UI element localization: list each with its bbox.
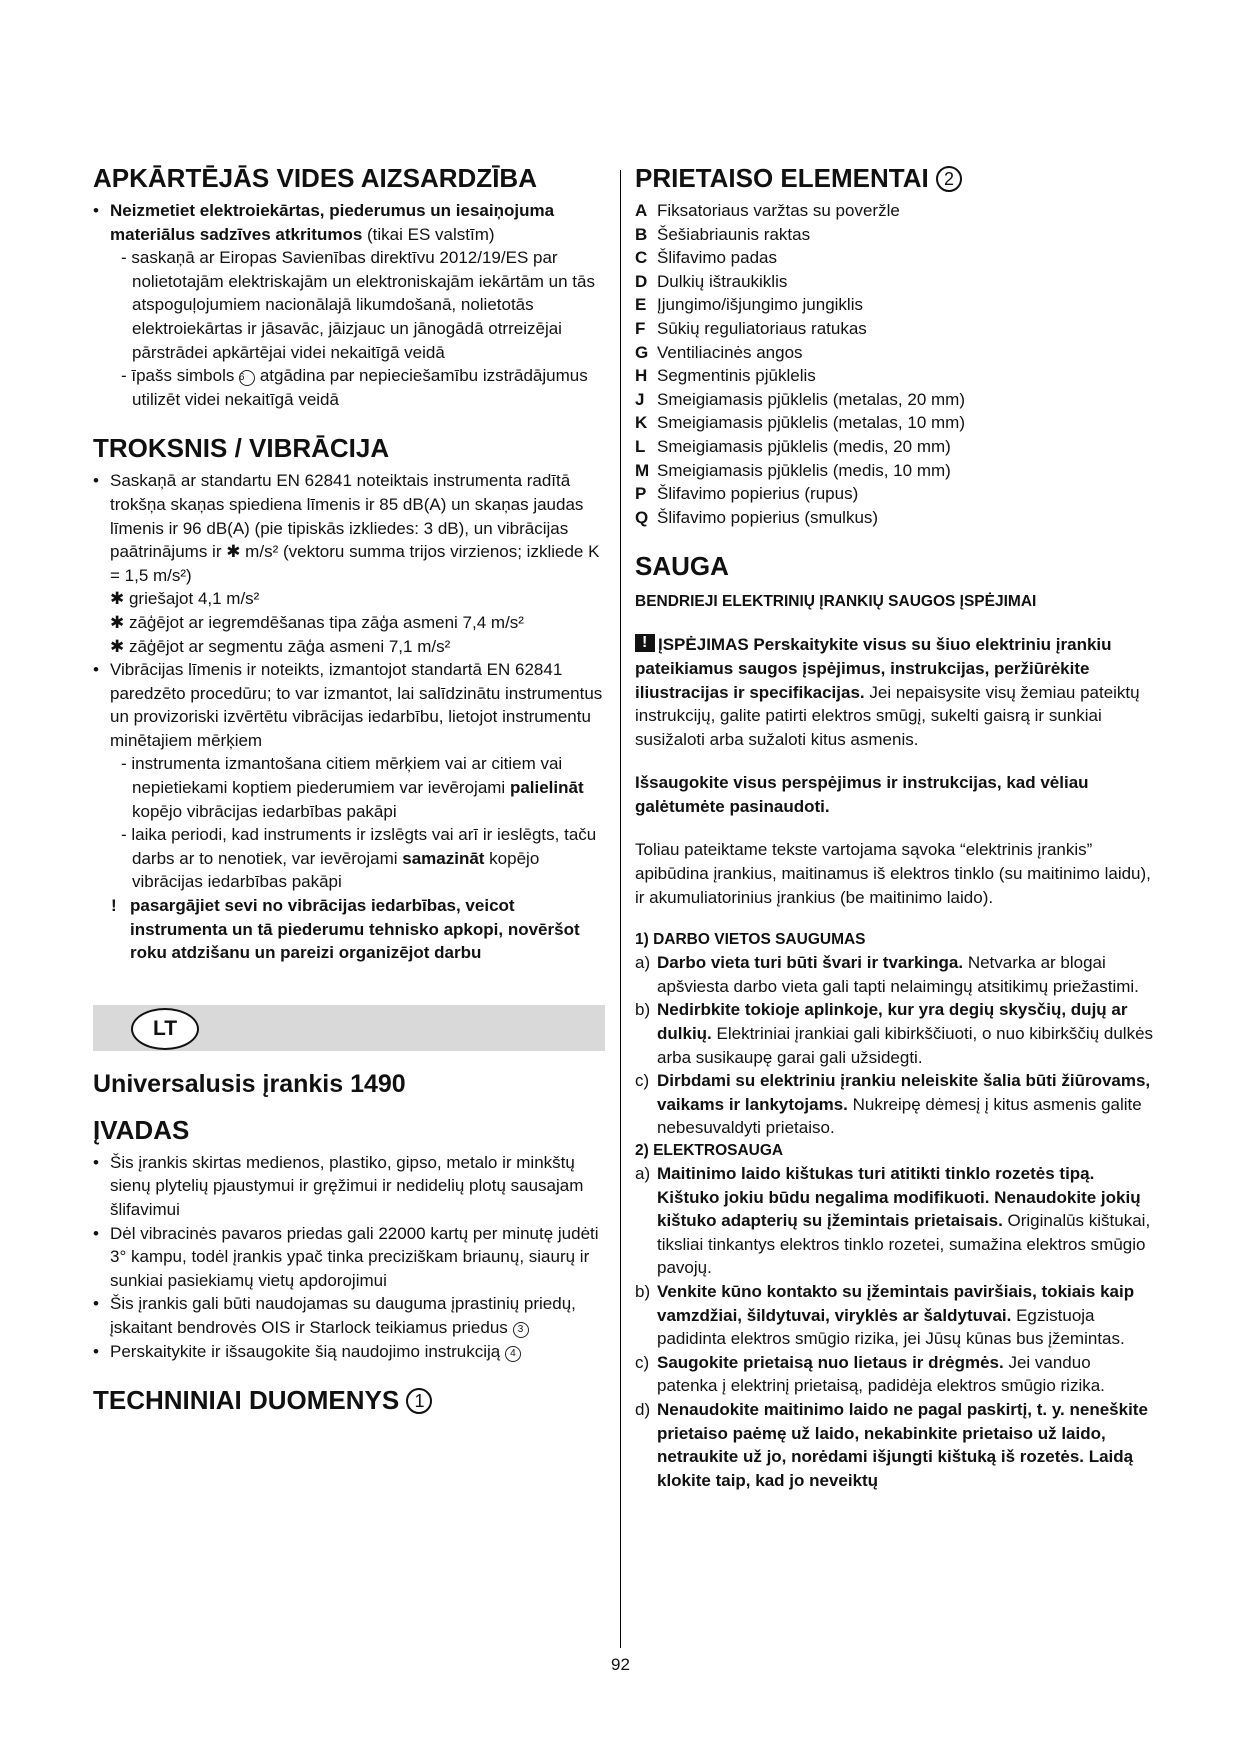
circled-number: 6 bbox=[239, 370, 255, 386]
intro-bullet-3: • Šis įrankis gali būti naudojamas su dauguma įprastinių priedų, įskaitant bendrovės OIS ir Starlock teikiamus priedus 3 bbox=[93, 1292, 605, 1339]
part-item bbox=[635, 246, 1155, 270]
part-label: Segmentinis pjūklelis bbox=[657, 366, 816, 386]
part-label: Smeigiamasis pjūklelis (metalas, 20 mm) bbox=[657, 389, 965, 409]
environment-section bbox=[93, 163, 605, 411]
part-label: Ventiliacinės angos bbox=[657, 342, 803, 362]
part-item bbox=[635, 223, 1155, 247]
safety-heading: SAUGA bbox=[635, 551, 729, 582]
part-key: J bbox=[635, 389, 645, 409]
product-title: Universalusis įrankis 1490 bbox=[93, 1069, 406, 1098]
vibration-value-2: ✱ zāģējot ar iegremdēšanas tipa zāģa asmeni 7,4 m/s² bbox=[110, 612, 524, 632]
work-area-heading: 1) DARBO VIETOS SAUGUMAS bbox=[635, 931, 866, 949]
language-bar bbox=[93, 1005, 605, 1051]
intro-section bbox=[93, 1115, 605, 1363]
vibration-value-1: ✱ griešajot 4,1 m/s² bbox=[110, 589, 260, 609]
noise-heading: TROKSNIS / VIBRĀCIJA bbox=[93, 433, 390, 464]
part-label: Smeigiamasis pjūklelis (medis, 20 mm) bbox=[657, 436, 951, 456]
environment-dash-2: - īpašs simbols 6 atgādina par nepieciešamību izstrādājumus utilizēt videi nekaitīgā veidā bbox=[121, 366, 588, 409]
safety-keep-instructions: Išsaugokite visus perspėjimus ir instrukcijas, kad vėliau galėtumėte pasinaudoti. bbox=[635, 773, 1089, 816]
part-key: F bbox=[635, 318, 646, 338]
part-item bbox=[635, 317, 1155, 341]
part-key: E bbox=[635, 295, 647, 315]
safety-term-definition: Toliau pateiktame tekste vartojama sąvoka “elektrinis įrankis” apibūdina įrankius, maitinamus iš elektros tinklo (su maitinimo laidu), ir akumuliatorinius įrankius (be maitinimo laido). bbox=[635, 840, 1151, 907]
safety-subheading: BENDRIEJI ELEKTRINIŲ ĮRANKIŲ SAUGOS ĮSPĖJIMAI bbox=[635, 593, 1037, 611]
part-label: Šlifavimo padas bbox=[657, 248, 778, 268]
part-item bbox=[635, 506, 1155, 530]
circled-number: 2 bbox=[936, 166, 962, 192]
left-column bbox=[93, 163, 605, 1421]
part-key: D bbox=[635, 271, 648, 291]
circled-number: 4 bbox=[505, 1346, 521, 1362]
noise-bullet-1: • Saskaņā ar standartu EN 62841 noteiktais instrumenta radītā trokšņa skaņas spiediena līmenis ir 85 dB(A) un skaņas jaudas līmenis ir 96 dB(A) (pie tipiskās izkliedes: 3 dB), un vibrācijas paātrinājums ir ✱ m/s² (vektoru summa trijos virzienos; izkliede K = 1,5 m/s²) ✱ griešajot 4,1 m/s² ✱ zāģējot ar iegremdēšanas tipa zāģa asmeni 7,4 m/s² ✱ zāģējot ar segmentu zāģa asmeni 7,1 m/s² bbox=[93, 469, 605, 658]
exclamation-icon: ! bbox=[111, 896, 117, 916]
noise-dash-1: - instrumenta izmantošana citiem mērķiem vai ar citiem vai nepietiekami koptiem piederumiem var ievērojami palielināt kopējo vibrācijas iedarbības pakāpi bbox=[121, 754, 584, 821]
part-item bbox=[635, 364, 1155, 388]
part-label: Smeigiamasis pjūklelis (medis, 10 mm) bbox=[657, 460, 951, 480]
part-item bbox=[635, 293, 1155, 317]
warning-triangle-icon bbox=[635, 634, 655, 652]
part-item bbox=[635, 459, 1155, 483]
tech-data-heading: TECHNINIAI DUOMENYS 1 bbox=[93, 1385, 605, 1415]
part-item bbox=[635, 435, 1155, 459]
vibration-value-3: ✱ zāģējot ar segmentu zāģa asmeni 7,1 m/s² bbox=[110, 636, 451, 656]
intro-bullet-1: • Šis įrankis skirtas medienos, plastiko, gipso, metalo ir minkštų sienų plytelių pjaustymui ir gręžimui ir nedidelių plotų sausajam šlifavimui bbox=[93, 1151, 605, 1222]
part-key: L bbox=[635, 436, 646, 456]
part-key: H bbox=[635, 366, 648, 386]
part-key: G bbox=[635, 342, 649, 362]
language-badge: LT bbox=[131, 1008, 199, 1050]
noise-bullet-2: • Vibrācijas līmenis ir noteikts, izmantojot standartā EN 62841 paredzēto procedūru; to var izmantot, lai salīdzinātu instrumentus un provizoriski izvērtētu vibrācijas iedarbību, lietojot instrumentu minētajiem mērķiem bbox=[93, 658, 605, 752]
noise-warning: ! pasargājiet sevi no vibrācijas iedarbības, veicot instrumenta un tā piederumu tehnisko apkopi, novēršot roku atdzišanu un pareizi organizējot darbu bbox=[111, 896, 580, 963]
work-area-item-b: b) Nedirbkite tokioje aplinkoje, kur yra degių skysčių, dujų ar dulkių. Elektriniai įrankiai gali kibirkščiuoti, o nuo kibirkščių dulkės arba susikaupę garai gali užsidegti. bbox=[635, 1000, 1154, 1067]
part-key: Q bbox=[635, 507, 649, 527]
electrical-heading: 2) ELEKTROSAUGA bbox=[635, 1142, 784, 1159]
part-label: Šlifavimo popierius (smulkus) bbox=[657, 507, 879, 527]
intro-heading: ĮVADAS bbox=[93, 1114, 190, 1145]
noise-dash-2: - laika periodi, kad instruments ir izslēgts vai arī ir ieslēgts, taču darbs ar to nenotiek, var ievērojami samazināt kopējo vibrācijas iedarbības pakāpi bbox=[121, 825, 597, 892]
part-key: A bbox=[635, 201, 648, 220]
circled-number: 3 bbox=[513, 1322, 529, 1338]
part-item bbox=[635, 341, 1155, 365]
part-label: Dulkių ištraukiklis bbox=[657, 271, 788, 291]
part-label: Fiksatoriaus varžtas su poveržle bbox=[657, 201, 900, 220]
parts-heading: PRIETAISO ELEMENTAI 2 bbox=[635, 163, 1155, 193]
environment-dash-1: - saskaņā ar Eiropas Savienības direktīvu 2012/19/ES par nolietotajām elektriskajām un elektroniskajām iekārtām un tās atspoguļojumiem nacionālajā likumdošanā, nolietotās elektroiekārtas ir jāsavāc, jāizjauc un jānogādā otrreizējai pārstrādei apkārtējai videi nekaitīgā veidā bbox=[121, 248, 595, 362]
page-number: 92 bbox=[611, 1655, 630, 1674]
environment-heading: APKĀRTĒJĀS VIDES AIZSARDZĪBA bbox=[93, 163, 537, 193]
circled-number: 1 bbox=[406, 1388, 432, 1414]
parts-section bbox=[635, 163, 1155, 529]
right-column bbox=[635, 163, 1155, 1492]
work-area-item-a: a) Darbo vieta turi būti švari ir tvarkinga. Netvarka ar blogai apšviesta darbo vieta gali tapti nelaimingų atsitikimų priežastimi. bbox=[635, 953, 1139, 996]
part-label: Smeigiamasis pjūklelis (metalas, 10 mm) bbox=[657, 413, 965, 433]
part-item bbox=[635, 482, 1155, 506]
column-divider bbox=[620, 170, 621, 1648]
part-item bbox=[635, 270, 1155, 294]
work-area-item-c: c) Dirbdami su elektriniu įrankiu neleiskite šalia būti žiūrovams, vaikams ir lankytojams. Nukreipę dėmesį į kitus asmenis galite nebesuvaldyti prietaiso. bbox=[635, 1071, 1151, 1138]
part-key: M bbox=[635, 460, 650, 480]
intro-bullet-2: • Dėl vibracinės pavaros priedas gali 22000 kartų per minutę judėti 3° kampu, todėl įrankis ypač tinka preciziškam briaunų, siaurų ir sunkiai pasiekiamų vietų apdorojimui bbox=[93, 1222, 605, 1293]
electrical-item-c: c) Saugokite prietaisą nuo lietaus ir drėgmės. Jei vanduo patenka į elektrinį prietaisą, padidėja elektros smūgio rizika. bbox=[635, 1352, 1105, 1396]
environment-bullet: • Neizmetiet elektroiekārtas, piederumus un iesaiņojuma materiālus sadzīves atkritumos (tikai ES valstīm) bbox=[93, 199, 605, 246]
parts-list bbox=[635, 199, 1155, 529]
electrical-item-a: a) Maitinimo laido kištukas turi atitikti tinklo rozetės tipą. Kištuko jokiu būdu negalima modifikuoti. Nenaudokite jokių kištuko adapterių su įžemintais prietaisais. Originalūs kištukai, tiksliai tinkantys elektros tinklo rozetei, sumažina elektros smūgio pavojų. bbox=[635, 1164, 1151, 1278]
safety-warning: !ĮSPĖJIMAS Perskaitykite visus su šiuo elektriniu įrankiu pateikiamus saugos įspėjimus, instrukcijas, peržiūrėkite iliustracijas ir specifikacijas. Jei nepaisysite visų žemiau pateiktų instrukcijų, galite patirti elektros smūgį, sukelti gaisrą ir sunkiai susižaloti arba sužaloti kitus asmenis. bbox=[635, 633, 1155, 751]
part-item bbox=[635, 388, 1155, 412]
part-item bbox=[635, 411, 1155, 435]
part-key: B bbox=[635, 224, 648, 244]
electrical-item-d: d) Nenaudokite maitinimo laido ne pagal paskirtį, t. y. neneškite prietaiso paėmę už laido, nekabinkite prietaiso už laido, netraukite už jo, norėdami išjungti kištuką iš rozetės. Laidą klokite taip, kad jo neveiktų bbox=[635, 1399, 1148, 1490]
safety-section bbox=[635, 551, 1155, 1492]
part-key: C bbox=[635, 248, 648, 268]
part-key: P bbox=[635, 484, 647, 504]
part-label: Sūkių reguliatoriaus ratukas bbox=[657, 318, 867, 338]
part-label: Šešiabriaunis raktas bbox=[657, 224, 811, 244]
electrical-item-b: b) Venkite kūno kontakto su įžemintais paviršiais, tokiais kaip vamzdžiai, šildytuvai, viryklės ar šaldytuvai. Egzistuoja padidinta elektros smūgio rizika, jei Jūsų kūnas bus įžemintas. bbox=[635, 1281, 1135, 1349]
part-key: K bbox=[635, 413, 648, 433]
part-label: Įjungimo/išjungimo jungiklis bbox=[657, 295, 863, 315]
part-label: Šlifavimo popierius (rupus) bbox=[657, 484, 859, 504]
noise-section bbox=[93, 433, 605, 964]
intro-bullet-4: • Perskaitykite ir išsaugokite šią naudojimo instrukciją 4 bbox=[93, 1340, 605, 1364]
part-item bbox=[635, 199, 1155, 223]
